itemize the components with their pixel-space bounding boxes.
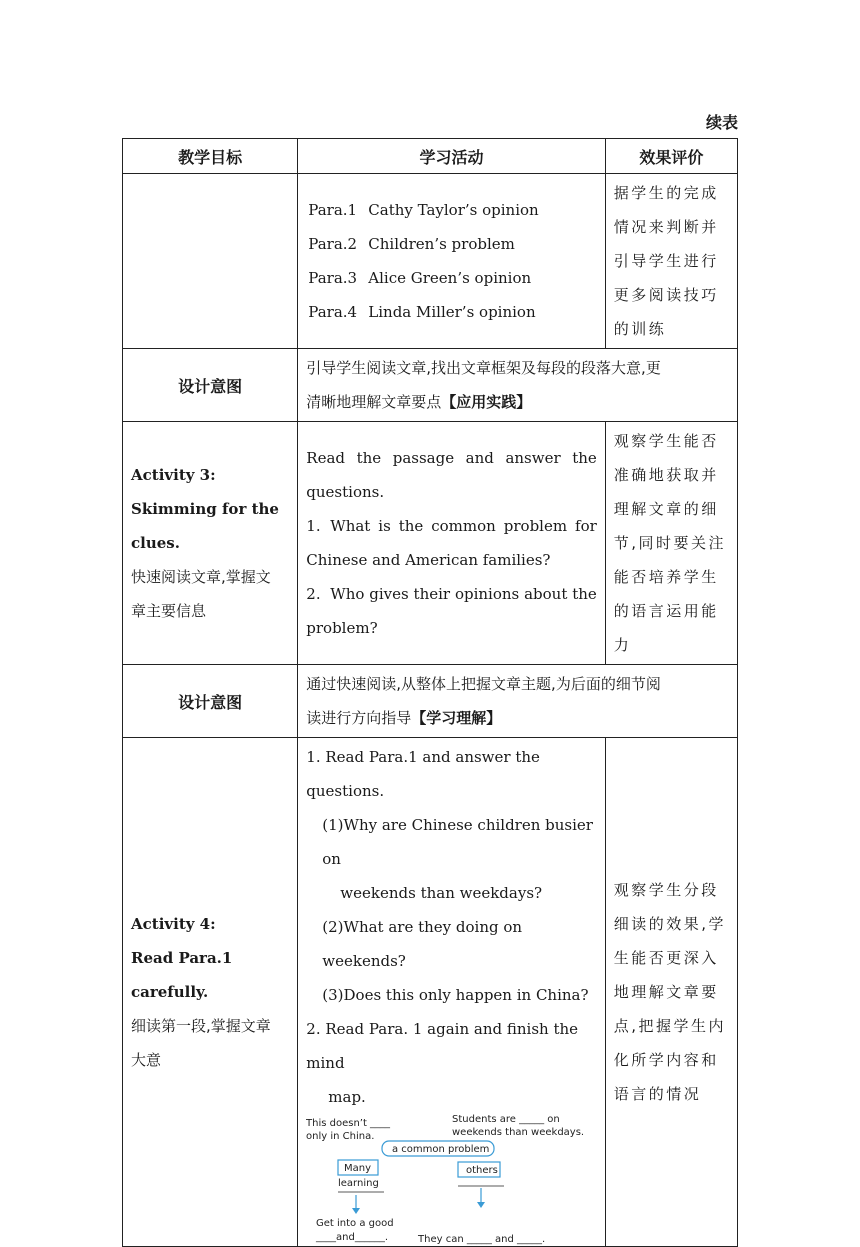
activity-4-goal: Activity 4: Read Para.1 carefully. 细读第一段,掌握文章 大意	[123, 738, 298, 1247]
mindmap-right-top-2: weekends than weekdays.	[452, 1127, 585, 1138]
mind-map	[306, 1114, 596, 1246]
mindmap-center: a common problem	[392, 1144, 490, 1155]
mindmap-left-top-1: This doesn’t ____	[306, 1118, 391, 1129]
mindmap-bottom-left-2: ____and______.	[316, 1232, 389, 1243]
header-row	[123, 139, 738, 174]
competency-tag: 【学习理解】	[411, 709, 502, 727]
para-item: Para.1 Cathy Taylor’s opinion	[308, 201, 539, 219]
header-learning-activity: 学习活动	[298, 139, 606, 174]
continued-label: 续表	[705, 113, 738, 132]
mindmap-bottom-right: They can _____ and _____.	[418, 1234, 546, 1245]
competency-tag: 【应用实践】	[441, 393, 532, 411]
header-teaching-goal: 教学目标	[123, 139, 298, 174]
paragraph-list-cell	[298, 174, 606, 349]
design-intent-label: 设计意图	[123, 349, 298, 422]
activity-3-goal: Activity 3: Skimming for the clues. 快速阅读文章,掌握文 章主要信息	[123, 422, 298, 665]
activity-4-row	[123, 738, 738, 1247]
design-intent-text: 引导学生阅读文章,找出文章框架及每段的段落大意,更 清晰地理解文章要点【应用实践】	[298, 349, 738, 422]
mindmap-right-top-1: Students are _____ on	[452, 1114, 561, 1125]
empty-goal-cell	[123, 174, 298, 349]
right-arrowhead-icon	[477, 1202, 485, 1208]
para-item: Para.3 Alice Green’s opinion	[308, 269, 532, 287]
mindmap-box-left-sub: learning	[338, 1178, 380, 1189]
mindmap-bottom-left-1: Get into a good	[316, 1218, 394, 1229]
lesson-plan-table	[122, 138, 738, 1247]
mindmap-left-top-2: only in China.	[306, 1131, 375, 1142]
para-item: Para.2 Children’s problem	[308, 235, 515, 253]
activity-3-task: Read the passage and answer the questions. 1. What is the common problem for Chinese and American families? 2. Who gives their opinions about the problem?	[298, 422, 606, 665]
activity-3-row	[123, 422, 738, 665]
paragraph-row	[123, 174, 738, 349]
design-intent-label: 设计意图	[123, 665, 298, 738]
mindmap-box-right: others	[466, 1165, 499, 1176]
design-intent-row-2	[123, 665, 738, 738]
activity-4-task: 1. Read Para.1 and answer the questions. (1)Why are Chinese children busier on weekends than weekdays? (2)What are they doing on weekends? (3)Does this only happen in China? 2. Read Para. 1 again and finish the mind map. This doesn’t ____ only in China. Students are _____ on weekends than weekdays. a common problem Many learning others Get into a good ____and______. They can _____ and _____.	[298, 738, 606, 1247]
para-item: Para.4 Linda Miller’s opinion	[308, 303, 536, 321]
design-intent-text: 通过快速阅读,从整体上把握文章主题,为后面的细节阅 读进行方向指导【学习理解】	[298, 665, 738, 738]
mindmap-box-left: Many	[344, 1163, 372, 1174]
header-evaluation: 效果评价	[605, 139, 737, 174]
activity-4-evaluation: 观察学生分段 细读的效果,学 生能否更深入 地理解文章要 点,把握学生内 化所学内容和 语言的情况	[605, 738, 737, 1247]
activity-3-evaluation: 观察学生能否 准确地获取并 理解文章的细 节,同时要关注 能否培养学生 的语言运用能 力	[605, 422, 737, 665]
left-arrowhead-icon	[352, 1208, 360, 1214]
design-intent-row	[123, 349, 738, 422]
evaluation-cell: 据学生的完成 情况来判断并 引导学生进行 更多阅读技巧 的训练	[605, 174, 737, 349]
